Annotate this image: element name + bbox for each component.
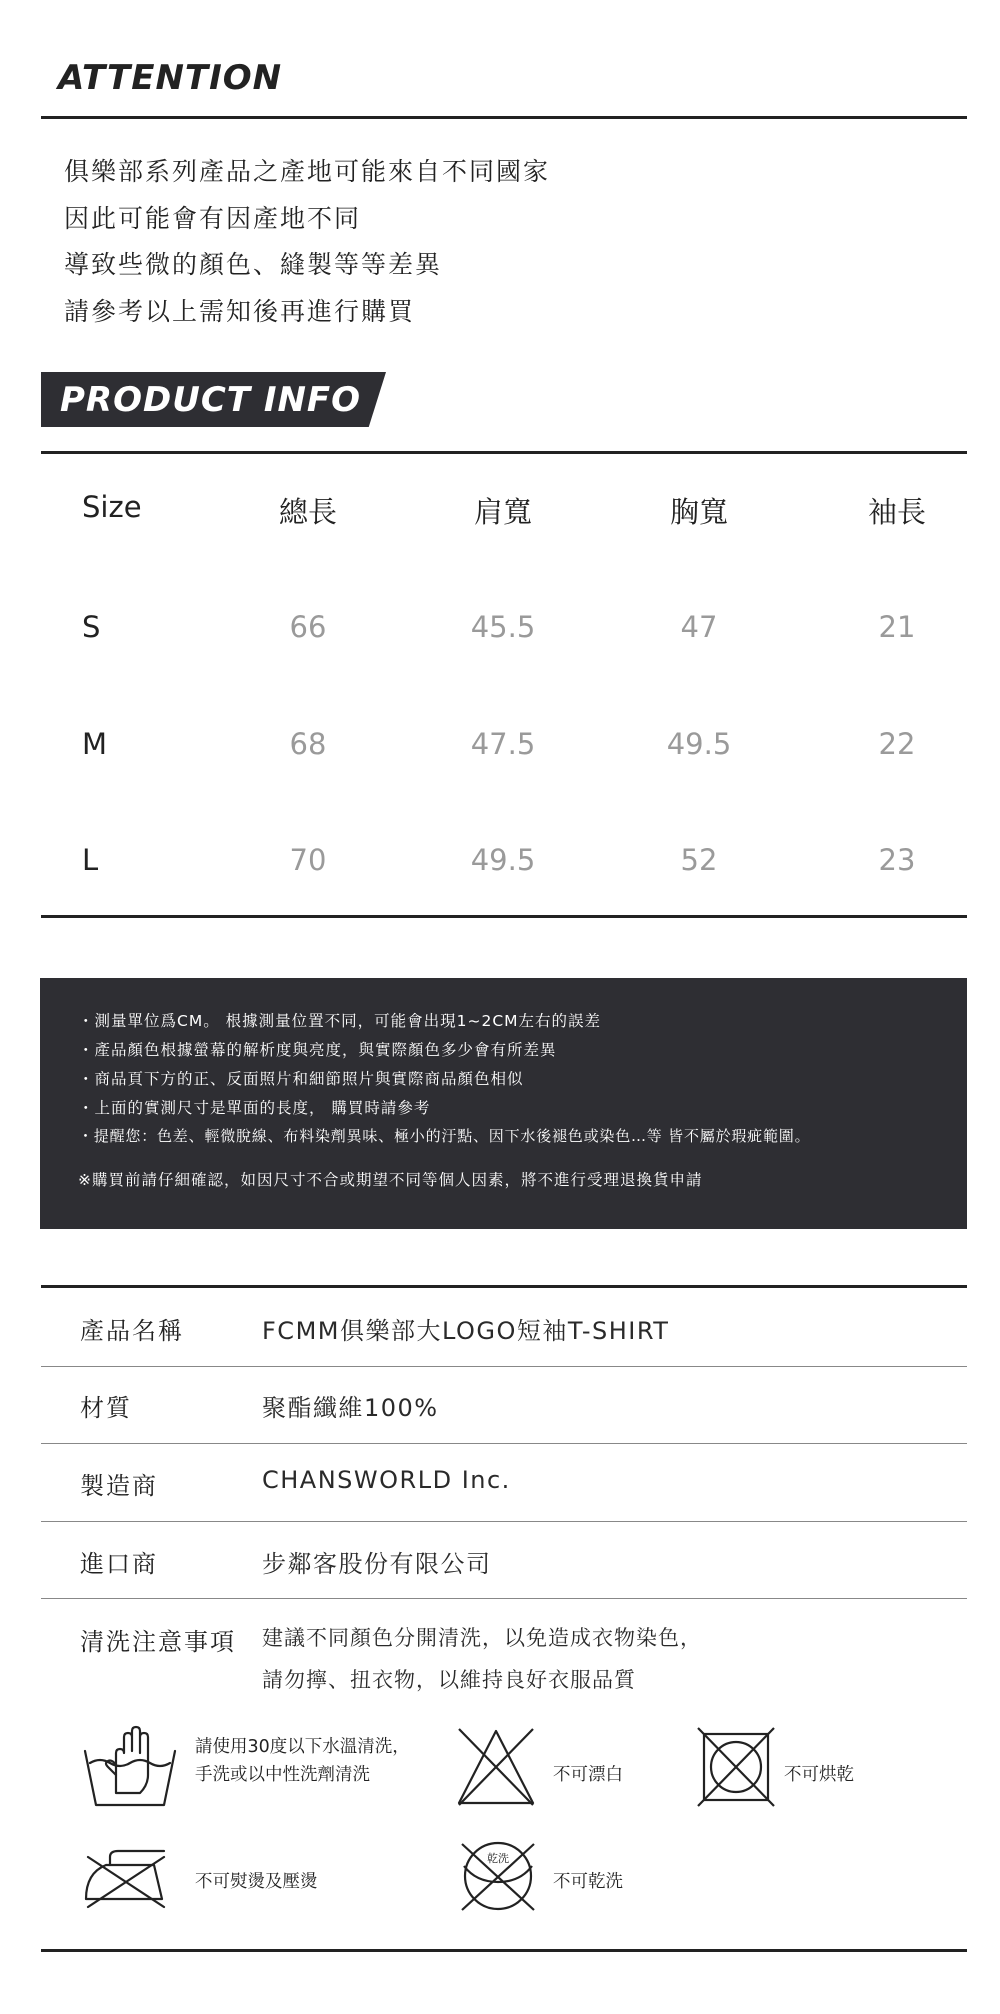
size-table-top-rule — [41, 451, 967, 454]
size-cell: 49.5 — [666, 727, 732, 761]
notes-warning: ※購買前請仔細確認，如因尺寸不合或期望不同等個人因素，將不進行受理退換貨申請 — [78, 1171, 703, 1189]
size-cell: 70 — [289, 843, 327, 877]
size-cell: 22 — [878, 727, 916, 761]
detail-value-material: 聚酯纖維100% — [262, 1394, 439, 1422]
note-item-3: ・商品頁下方的正、反面照片和細節照片與實際商品顏色相似 — [78, 1070, 524, 1088]
detail-care-line-1: 建議不同顏色分開清洗，以免造成衣物染色， — [262, 1626, 702, 1650]
note-item-1: ・測量單位爲CM。 根據測量位置不同，可能會出現1~2CM左右的誤差 — [78, 1012, 602, 1030]
attention-title: ATTENTION — [58, 58, 283, 98]
no-dry-clean-text: 不可乾洗 — [553, 1872, 623, 1892]
no-iron-icon — [82, 1843, 168, 1909]
no-dry-clean-icon — [458, 1838, 538, 1914]
detail-divider — [41, 1598, 967, 1599]
size-row-l-label: L — [82, 843, 99, 877]
hand-wash-line-2: 手洗或以中性洗劑清洗 — [195, 1765, 370, 1785]
attention-line-4: 請參考以上需知後再進行購買 — [64, 297, 416, 326]
hand-wash-icon — [82, 1723, 178, 1811]
size-row-m-label: M — [82, 727, 108, 761]
detail-label-care: 清洗注意事項 — [80, 1628, 236, 1656]
size-header-sleeve: 袖長 — [867, 495, 926, 529]
attention-rule — [41, 116, 967, 119]
size-cell: 21 — [878, 610, 916, 644]
detail-divider — [41, 1443, 967, 1444]
size-cell: 52 — [680, 843, 718, 877]
size-header-chest: 胸寬 — [669, 495, 728, 529]
no-bleach-icon — [455, 1725, 537, 1809]
product-info-title: PRODUCT INFO — [60, 380, 362, 420]
detail-label-importer: 進口商 — [80, 1550, 158, 1578]
detail-divider — [41, 1366, 967, 1367]
size-header-size: Size — [82, 490, 142, 524]
size-cell: 68 — [289, 727, 327, 761]
detail-label-manufacturer: 製造商 — [80, 1472, 158, 1500]
details-top-rule — [41, 1285, 967, 1288]
size-header-length: 總長 — [278, 495, 337, 529]
detail-care-line-2: 請勿擰、扭衣物，以維持良好衣服品質 — [262, 1668, 636, 1692]
attention-line-1: 俱樂部系列產品之產地可能來自不同國家 — [64, 157, 551, 186]
attention-line-3: 導致些微的顏色、縫製等等差異 — [64, 250, 443, 279]
details-bottom-rule — [41, 1949, 967, 1952]
no-tumble-dry-text: 不可烘乾 — [784, 1765, 854, 1785]
no-bleach-text: 不可漂白 — [553, 1765, 623, 1785]
detail-divider — [41, 1521, 967, 1522]
size-cell: 47.5 — [470, 727, 536, 761]
detail-label-material: 材質 — [80, 1394, 132, 1422]
attention-line-2: 因此可能會有因產地不同 — [64, 204, 362, 233]
detail-value-name: FCMM俱樂部大LOGO短袖T-SHIRT — [262, 1317, 670, 1345]
no-iron-text: 不可熨燙及壓燙 — [195, 1872, 318, 1892]
size-table-bottom-rule — [41, 915, 967, 918]
detail-value-manufacturer: CHANSWORLD Inc. — [262, 1466, 511, 1494]
note-item-2: ・產品顏色根據螢幕的解析度與亮度，與實際顏色多少會有所差異 — [78, 1041, 557, 1059]
note-item-4: ・上面的實測尺寸是單面的長度， 購買時請參考 — [78, 1099, 431, 1117]
size-header-shoulder: 肩寬 — [473, 495, 532, 529]
size-cell: 49.5 — [470, 843, 536, 877]
hand-wash-line-1: 請使用30度以下水溫清洗， — [195, 1737, 410, 1757]
size-cell: 66 — [289, 610, 327, 644]
size-cell: 45.5 — [470, 610, 536, 644]
detail-label-name: 產品名稱 — [80, 1317, 184, 1345]
size-cell: 47 — [680, 610, 718, 644]
detail-value-importer: 步鄰客股份有限公司 — [262, 1550, 492, 1578]
size-row-s-label: S — [82, 610, 101, 644]
size-cell: 23 — [878, 843, 916, 877]
note-item-5: ・提醒您：色差、輕微脫線、布料染劑異味、極小的汙點、因下水後褪色或染色…等 皆不屬於瑕疵範圍。 — [78, 1127, 811, 1145]
dry-clean-badge: 乾洗 — [487, 1852, 509, 1865]
no-tumble-dry-icon — [696, 1726, 776, 1808]
